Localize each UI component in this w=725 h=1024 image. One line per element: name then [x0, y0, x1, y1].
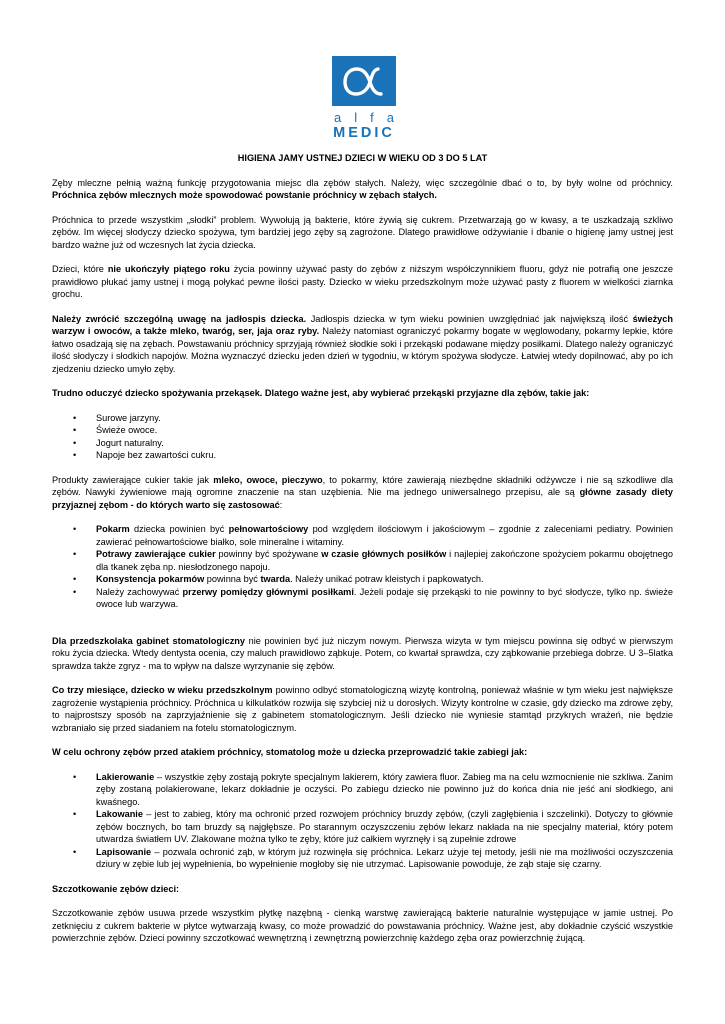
logo-alfa-text: a l f a — [334, 110, 394, 125]
list-item: • Pokarm dziecka powinien być pełnowartościowy pod względem ilościowym i jakościowym – zgodnie z zaleceniami pediatry. Powinien zawierać pełnowartościowe białko, sole mineralne i witaminy. — [96, 523, 673, 548]
list-item: • Potrawy zawierające cukier powinny być spożywane w czasie głównych posiłków i najlepiej zakończone spożyciem pokarmu obojętnego dla tkanek zęba np. niesłodzonego napoju. — [96, 548, 673, 573]
logo-medic-text: MEDIC — [333, 125, 395, 141]
document-title: HIGIENA JAMY USTNEJ DZIECI W WIEKU OD 3 DO 5 LAT — [237, 153, 488, 163]
alfa-medic-logo — [332, 56, 396, 141]
diet-rules-list — [52, 523, 673, 611]
paragraph-checkups: Co trzy miesiące, dziecko w wieku przedszkolnym powinno odbyć stomatologiczną wizytę kontrolną, ponieważ właśnie w tym wieku jest największe zagrożenie wystąpienia próchnicy. Próchnica u kilkulatków rozwija się szybciej niż u dorosłych. Wizyty kontrolne w czasie, gdy dziecko ma zdrowe zęby, to najprostszy sposób na zaprzyjaźnienie się z gabinetem stomatologicznym. Jeśli dziecko nie wyniesie stamtąd przykrych wrażeń, nie będzie wzbraniało się przed siadaniem na fotelu stomatologicznym. — [52, 685, 673, 733]
list-item: • Konsystencja pokarmów powinna być twarda. Należy unikać potraw kleistych i papkowatych. — [96, 573, 673, 586]
list-item: • Jogurt naturalny. — [96, 437, 673, 450]
paragraph-brushing: Szczotkowanie zębów usuwa przede wszystkim płytkę nazębną - cienką warstwę zawierającą bakterie naturalnie występujące w jamie ustnej. Po zetknięciu z cukrem bakterie w płytce wytwarzają kwasy, co może prowadzić do powstawania próchnicy. Ważne jest, aby dokładnie czyścić wszystkie powierzchnie zębów. Dzieci powinny szczotkować wewnętrzną i zewnętrzną powierzchnię każdego zęba oraz powierzchnię żującą. — [52, 908, 673, 943]
snacks-heading: Trudno oduczyć dziecko spożywania przekąsek. Dlatego ważne jest, aby wybierać przekąski przyjazne dla zębów, takie jak: — [52, 388, 590, 398]
paragraph-toothpaste: Dzieci, które nie ukończyły piątego roku życia powinny używać pasty do zębów z niższym współczynnikiem fluoru, gdyż nie potrafią one jeszcze prawidłowo płukać jamy ustnej i mogą połykać pewne ilości pasty. Dziecko w wieku przedszkolnym może używać pasty z fluorem w wielkości ziarnka grochu. — [52, 264, 673, 299]
treatments-heading: W celu ochrony zębów przed atakiem próchnicy, stomatolog może u dziecka przeprowadzić takie zabiegi jak: — [52, 747, 528, 757]
snacks-list — [52, 412, 673, 462]
list-item: • Napoje bez zawartości cukru. — [96, 449, 673, 462]
paragraph-dental-office: Dla przedszkolaka gabinet stomatologiczny nie powinien być już niczym nowym. Pierwsza wizyta w tym miejscu powinna się odbyć w pierwszym roku życia dziecka. Wtedy dentysta ocenia, czy maluch prawidłowo ząbkuje. Potem, co kwartał sprawdza, czy ząbkowanie przebiega dobrze. U 3–5latka sprawdza także zgryz - ma to wpływ na dalsze wyrzynanie się zębów. — [52, 635, 674, 671]
paragraph-intro: Zęby mleczne pełnią ważną funkcję przygotowania miejsc dla zębów stałych. Należy, więc szczególnie dbać o to, by były wolne od próchnicy. Próchnica zębów mlecznych może spowodować powstanie próchnicy w zębach stałych. — [52, 177, 673, 200]
brushing-heading: Szczotkowanie zębów dzieci: — [52, 883, 180, 894]
list-item: • Lakierowanie – wszystkie zęby zostają pokryte specjalnym lakierem, który zawiera fluor. Zabieg ma na celu wzmocnienie nie szkliwa. Zanim zęby zostaną polakierowane, lekarz dokładnie je oczyści. Po zabiegu dziecko nie powinno już do końca dnia nie jeść ani słodkiego, ani kwaśnego. — [96, 771, 673, 809]
paragraph-sugar-products: Produkty zawierające cukier takie jak mleko, owoce, pieczywo, to pokarmy, które zawierają niezbędne składniki odżywcze i nie są szkodliwe dla zębów. Nawyki żywieniowe mają ogromne znaczenie na stan uzębienia. Nie ma jednego uniwersalnego przepisu, ale są główne zasady diety przyjaznej zębom - do których warto się zastosować: — [52, 474, 674, 510]
list-item: • Surowe jarzyny. — [96, 412, 673, 425]
alpha-symbol-icon — [342, 64, 386, 98]
paragraph-diet: Należy zwrócić szczególną uwagę na jadłospis dziecka. Jadłospis dziecka w tym wieku powinien uwzględniać jak największą ilość świeżych warzyw i owoców, a także mleko, twaróg, ser, jaja oraz ryby. Należy natomiast ograniczyć pokarmy bogate w węglowodany, pokarmy lepkie, które łatwo osadzają się na zębach. Powstawaniu próchnicy sprzyjają również słodkie soki i przekąski podawane między posiłkami. Dlatego należy ograniczyć ilość słodyczy i słodkich napojów. Można wyznaczyć dziecku jeden dzień w tygodniu, w którym spożywa słodycze. Łatwiej wtedy dopilnować, aby po ich zjedzeniu dziecko umyło zęby. — [52, 313, 674, 374]
list-item: • Lapisowanie – pozwala ochronić ząb, w którym już rozwinęła się próchnica. Lekarz użyje tej metody, jeśli nie ma możliwości oczyszczenia dziury w zębie lub jej wypełnienia, bo wypełnienie mogłoby się nie utrzymać. Lapisowanie powoduje, że ząb staje się czarny. — [96, 846, 673, 871]
list-item: • Należy zachowywać przerwy pomiędzy głównymi posiłkami. Jeżeli podaje się przekąski to nie powinny to być słodycze, tylko np. świeże owoce lub warzywa. — [96, 586, 673, 611]
document-body — [52, 152, 673, 957]
logo-alpha-box — [332, 56, 396, 106]
list-item: • Świeże owoce. — [96, 424, 673, 437]
paragraph-sweet-problem: Próchnica to przede wszystkim „słodki” problem. Wywołują ją bakterie, które żywią się cukrem. Przetwarzają go w kwasy, a te uszkadzają szkliwo zębów. Im więcej słodyczy dziecko spożywa, tym bardziej jego zęby są zagrożone. Dlatego prawidłowe odżywianie i dbanie o higienę jamy ustnej jest bardzo ważne już od wczesnych lat życia dziecka. — [52, 214, 673, 250]
list-item: • Lakowanie – jest to zabieg, który ma ochronić przed rozwojem próchnicy bruzdy zębów, (czyli zagłębienia i szczelinki). Dotyczy to głównie zębów bocznych, bo tam bruzdy są najgłębsze. Po starannym oczyszczeniu zębów lekarz nakłada na nie specjalny materiał, który potem utwardza światłem UV. Zlakowane można tylko te zęby, które już całkiem wyrznęły i są zupełnie zdrowe — [96, 808, 673, 846]
treatments-list — [52, 771, 673, 871]
